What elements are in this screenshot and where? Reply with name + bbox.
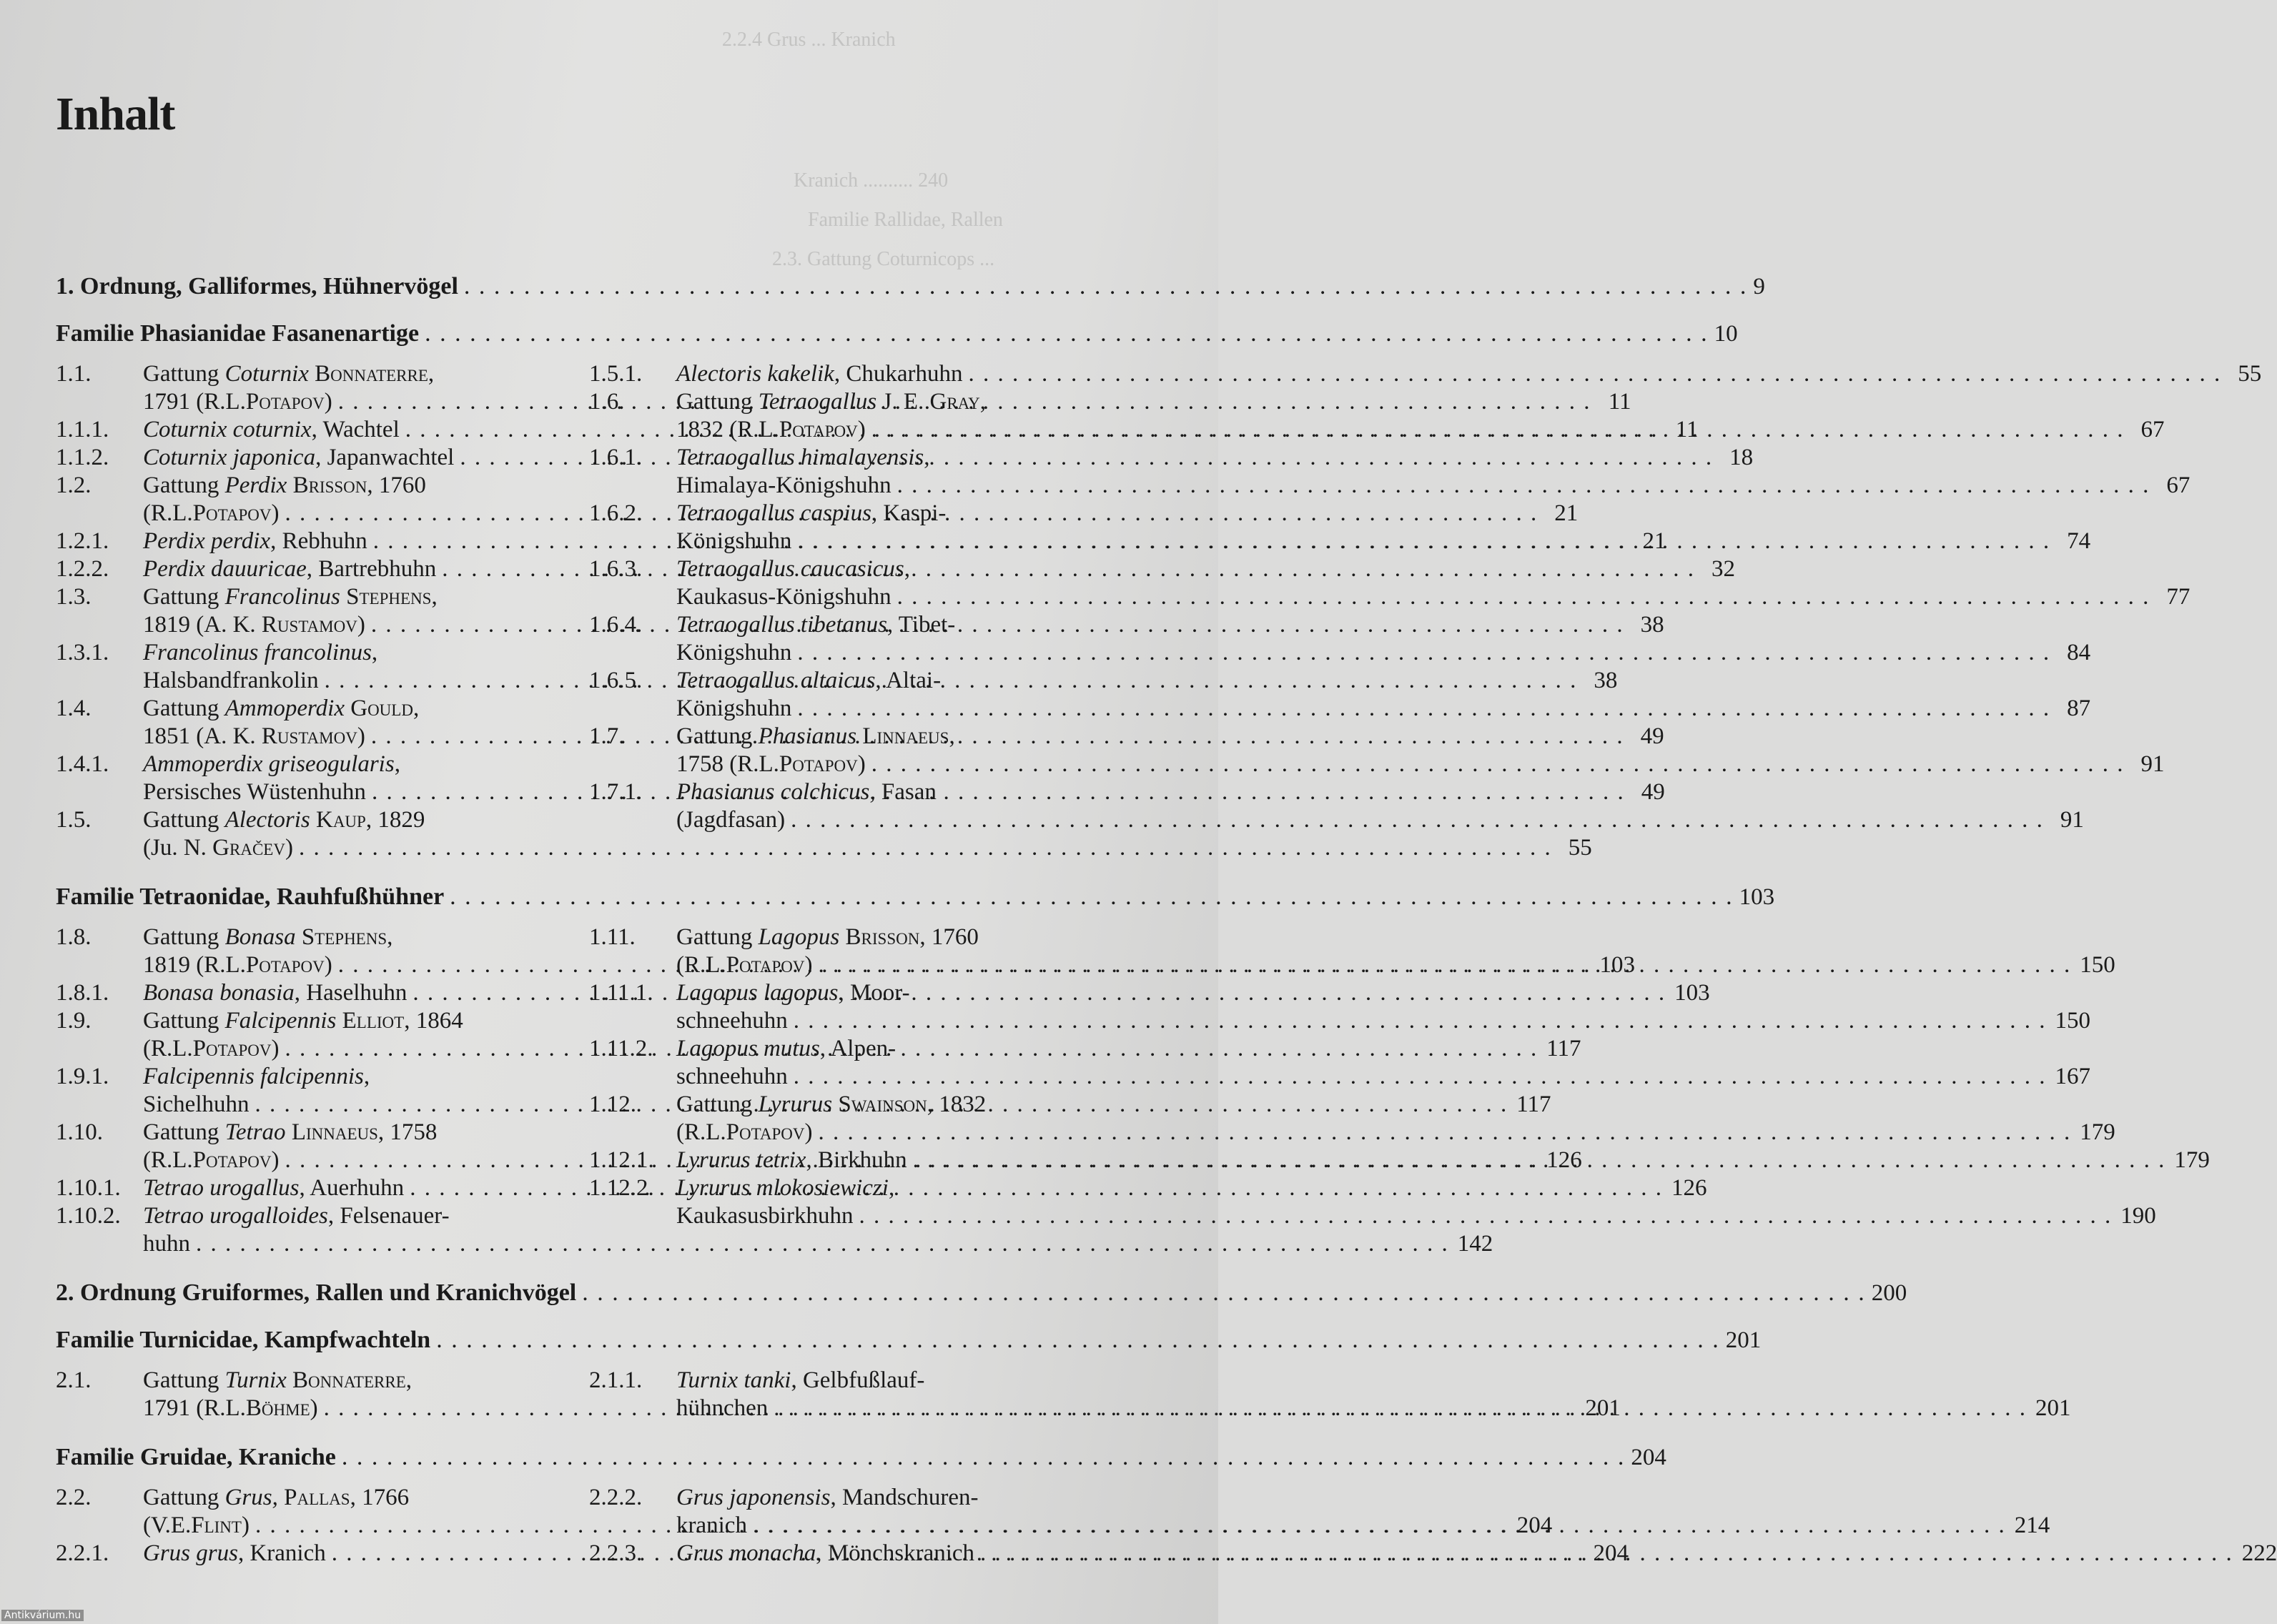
entry-text: Gattung Bonasa Stephens,: [143, 924, 393, 950]
leader-dots: [794, 1063, 2047, 1091]
entry-number: 1.12.2.: [589, 1175, 654, 1201]
entry-number: 1.3.1.: [56, 640, 109, 665]
entry-number: 1.1.1.: [56, 417, 109, 442]
page-number: 179: [2174, 1147, 2210, 1173]
section-heading: [56, 1277, 1907, 1309]
entry-number: 1.11.2.: [589, 1036, 653, 1061]
leader-dots: [753, 1512, 2006, 1540]
leader-dots: [818, 951, 2071, 979]
entry-text: Lagopus lagopus, Moor-: [676, 980, 910, 1006]
table-of-contents: [56, 270, 2277, 1586]
entry-number: 1.6.2.: [589, 500, 643, 526]
entry-text: Turnix tanki, Gelbfußlauf-: [676, 1367, 925, 1393]
entry-text: Alectoris kakelik, Chukarhuhn: [676, 361, 963, 387]
entry-text: Francolinus francolinus,: [143, 640, 378, 665]
entry-text: Grus japonensis, Mandschuren-: [676, 1485, 979, 1510]
entry-number: 2.1.1.: [589, 1367, 643, 1393]
entry-number: 1.3.: [56, 584, 92, 610]
leader-dots: [818, 1119, 2071, 1147]
entry-text: huhn: [143, 1231, 190, 1257]
leader-dots: [450, 881, 1734, 914]
entry-text: Tetrao urogallus, Auerhuhn: [143, 1175, 405, 1201]
entry-text: Gattung Perdix Brisson, 1760: [143, 472, 426, 498]
entry-number: 1.2.1.: [56, 528, 109, 554]
entry-number: 1.4.: [56, 695, 92, 721]
page-number: 74: [2067, 528, 2091, 554]
page-number: 55: [2238, 361, 2262, 387]
leader-dots: [871, 416, 2125, 444]
entry-text: Tetrao urogalloides, Felsenauer-: [143, 1203, 450, 1229]
page-number: 150: [2080, 952, 2115, 978]
bleed-through-text: 2.2.4 Grus ... Kranich: [722, 29, 896, 51]
entry-text: Halsbandfrankolin: [143, 668, 319, 693]
toc-entry: [589, 1367, 2071, 1422]
entry-text: Himalaya-Königshuhn: [676, 472, 891, 498]
page-number: 67: [2166, 472, 2190, 498]
page-number: 21: [1554, 500, 1579, 526]
entry-text: Gattung Grus, Pallas, 1766: [143, 1485, 410, 1510]
page-number: 201: [2035, 1395, 2071, 1421]
entry-text: Gattung Phasianus Linnaeus,: [676, 723, 955, 749]
page-number: 49: [1641, 779, 1665, 805]
entry-number: 1.8.1.: [56, 980, 109, 1006]
entry-text: 1791 (R.L.Potapov): [143, 389, 332, 415]
entry-number: 1.5.1.: [589, 361, 643, 387]
bleed-through-text: Familie Rallidae, Rallen: [808, 209, 1003, 231]
page-number: 142: [1457, 1231, 1493, 1257]
page-number: 222: [2241, 1540, 2277, 1566]
entry-number: 1.2.2.: [56, 556, 109, 582]
entry-text: Gattung Alectoris Kaup, 1829: [143, 807, 425, 833]
page-number: 204: [1593, 1540, 1629, 1566]
entry-text: Tetraogallus tibetanus, Tibet-: [676, 612, 956, 638]
page-number: 179: [2080, 1119, 2115, 1145]
page-number: 214: [2014, 1512, 2050, 1538]
heading-text: Familie Gruidae, Kraniche: [56, 1444, 336, 1470]
entry-text: Gattung Falcipennis Elliot, 1864: [143, 1008, 463, 1034]
page-number: 87: [2067, 695, 2091, 721]
page-number: 190: [2120, 1203, 2156, 1229]
leader-dots: [794, 1007, 2047, 1035]
entry-text: Coturnix japonica, Japanwachtel: [143, 445, 455, 470]
entry-text: (R.L.Potapov): [143, 1036, 280, 1061]
heading-text: Familie Phasianidae Fasanenartige: [56, 320, 420, 347]
page-number: 117: [1546, 1036, 1581, 1061]
entry-number: 2.2.2.: [589, 1485, 643, 1510]
right-column: [589, 1367, 2071, 1422]
leader-dots: [797, 639, 2050, 667]
page-number: 77: [2166, 584, 2190, 610]
entry-number: 1.11.: [589, 924, 636, 950]
entry-text: 1758 (R.L.Potapov): [676, 751, 866, 777]
entry-text: (R.L.Potapov): [143, 1147, 280, 1173]
entry-text: Gattung Tetrao Linnaeus, 1758: [143, 1119, 438, 1145]
heading-text: 1. Ordnung, Galliformes, Hühnervögel: [56, 273, 458, 299]
bleed-through-text: 2.3. Gattung Coturnicops ...: [772, 248, 995, 270]
bleed-through-text: Kranich .......... 240: [794, 169, 949, 192]
watermark: Antikvárium.hu: [1, 1610, 84, 1621]
page-number: 117: [1516, 1091, 1551, 1117]
leader-dots: [797, 695, 2050, 723]
entry-number: 1.9.1.: [56, 1064, 109, 1089]
entry-text: (Jagdfasan): [676, 807, 786, 833]
entry-text: Ammoperdix griseogularis,: [143, 751, 400, 777]
page-number: 10: [1714, 321, 1738, 347]
entry-text: Tetraogallus caucasicus,: [676, 556, 910, 582]
page-title: Inhalt: [56, 88, 175, 140]
entry-text: Perdix perdix, Rebhuhn: [143, 528, 367, 554]
entry-number: 1.11.1.: [589, 980, 653, 1006]
entry-number: 2.2.1.: [56, 1540, 109, 1566]
entry-number: 1.2.: [56, 472, 92, 498]
entry-number: 1.6.4.: [589, 612, 643, 638]
page-number: 204: [1631, 1445, 1666, 1470]
page-number: 103: [1674, 980, 1710, 1006]
entry-number: 1.6.5.: [589, 668, 643, 693]
page-number: 55: [1568, 835, 1592, 861]
entry-number: 1.7.: [589, 723, 625, 749]
entry-number: 1.6.3.: [589, 556, 643, 582]
entry-text: kranich: [676, 1512, 747, 1538]
page-number: 67: [2140, 417, 2165, 442]
entry-number: 2.2.3.: [589, 1540, 643, 1566]
entry-text: 1819 (A. K. Rustamov): [143, 612, 365, 638]
leader-dots: [797, 528, 2050, 555]
entry-text: Gattung Coturnix Bonnaterre,: [143, 361, 435, 387]
entry-number: 2.2.: [56, 1485, 92, 1510]
entry-text: (R.L.Potapov): [676, 952, 813, 978]
entry-text: Persisches Wüstenhuhn: [143, 779, 366, 805]
entry-number: 1.10.1.: [56, 1175, 121, 1201]
leader-dots: [464, 270, 1748, 303]
entry-text: Grus grus, Kranich: [143, 1540, 326, 1566]
entry-text: Tetraogallus caspius, Kaspi-: [676, 500, 947, 526]
entry-text: Königshuhn: [676, 695, 792, 721]
entry-text: Lagopus mutus, Alpen-: [676, 1036, 897, 1061]
page-number: 150: [2055, 1008, 2091, 1034]
heading-text: Familie Tetraonidae, Rauhfußhühner: [56, 883, 445, 910]
entry-text: Gattung Ammoperdix Gould,: [143, 695, 420, 721]
page-number: 84: [2067, 640, 2091, 665]
leader-dots: [897, 583, 2150, 611]
page-number: 204: [1516, 1512, 1553, 1538]
page-number: 38: [1594, 668, 1618, 693]
entry-text: schneehuhn: [676, 1008, 788, 1034]
entry-text: Königshuhn: [676, 528, 792, 554]
entry-number: 1.5.: [56, 807, 92, 833]
leader-dots: [582, 1277, 1866, 1309]
page-number: 103: [1739, 884, 1775, 910]
leader-dots: [968, 360, 2221, 388]
section-heading: [56, 881, 1775, 914]
section-heading: [56, 1441, 1666, 1474]
entry-text: Bonasa bonasia, Haselhuhn: [143, 980, 408, 1006]
page-number: 21: [1642, 528, 1666, 554]
page-number: 11: [1675, 417, 1699, 442]
page-number: 201: [1725, 1327, 1762, 1353]
entry-number: 1.9.: [56, 1008, 92, 1034]
entry-text: Königshuhn: [676, 640, 792, 665]
leader-dots: [859, 1202, 2112, 1230]
page-number: 49: [1640, 723, 1664, 749]
entry-text: Tetraogallus altaicus, Altai-: [676, 668, 942, 693]
page-number: 201: [1585, 1395, 1621, 1421]
entry-text: Sichelhuhn: [143, 1091, 250, 1117]
page-number: 91: [2140, 751, 2165, 777]
page-number: 167: [2055, 1064, 2091, 1089]
leader-dots: [436, 1324, 1720, 1357]
page-number: 11: [1608, 389, 1631, 415]
entry-text: Lyrurus mlokosiewiczi,: [676, 1175, 895, 1201]
leader-dots: [871, 751, 2125, 778]
entry-text: Kaukasus-Königshuhn: [676, 584, 891, 610]
entry-number: 1.12.1.: [589, 1147, 654, 1173]
entry-number: 1.7.1.: [589, 779, 643, 805]
leader-dots: [791, 806, 2044, 834]
entry-number: 1.8.: [56, 924, 92, 950]
entry-text: Gattung Lagopus Brisson, 1760: [676, 924, 979, 950]
page-number: 32: [1712, 556, 1735, 582]
page-number: 200: [1871, 1280, 1907, 1306]
entry-text: Falcipennis falcipennis,: [143, 1064, 370, 1089]
heading-text: 2. Ordnung Gruiformes, Rallen und Kranichvögel: [56, 1279, 577, 1306]
entry-text: Phasianus colchicus, Fasan: [676, 779, 937, 805]
entry-number: 1.12.: [589, 1091, 636, 1117]
entry-number: 1.6.: [589, 389, 625, 415]
entry-text: 1791 (R.L.Böhme): [143, 1395, 318, 1421]
entry-text: Gattung Turnix Bonnaterre,: [143, 1367, 413, 1393]
entry-text: Gattung Tetraogallus J. E. Gray,: [676, 389, 987, 415]
entry-text: (Ju. N. Gračev): [143, 835, 293, 861]
section-heading: [56, 317, 1738, 350]
entry-text: Gattung Lyrurus Swainson, 1832: [676, 1091, 987, 1117]
page-number: 103: [1599, 952, 1635, 978]
entry-text: Kaukasusbirkhuhn: [676, 1203, 854, 1229]
entry-text: 1851 (A. K. Rustamov): [143, 723, 365, 749]
page-number: 126: [1671, 1175, 1707, 1201]
entry-text: hühnchen: [676, 1395, 769, 1421]
entry-text: (R.L.Potapov): [143, 500, 280, 526]
page-number: 9: [1753, 274, 1765, 299]
leader-dots: [980, 1540, 2233, 1568]
leader-dots: [342, 1441, 1626, 1474]
entry-text: Perdix dauuricae, Bartrebhuhn: [143, 556, 437, 582]
leader-dots: [913, 1147, 2166, 1174]
page-number: 38: [1640, 612, 1664, 638]
entry-number: 1.6.1.: [589, 445, 643, 470]
entry-text: schneehuhn: [676, 1064, 788, 1089]
entry-text: Lyrurus tetrix, Birkhuhn: [676, 1147, 907, 1173]
page-number: 18: [1729, 445, 1754, 470]
leader-dots: [774, 1395, 2027, 1422]
entry-text: Grus monacha, Mönchskranich: [676, 1540, 975, 1566]
entry-number: 1.10.: [56, 1119, 103, 1145]
entry-number: 1.4.1.: [56, 751, 109, 777]
entry-number: 1.1.2.: [56, 445, 109, 470]
leader-dots: [897, 472, 2150, 500]
section-heading: [56, 1324, 1762, 1357]
entry-number: 1.10.2.: [56, 1203, 121, 1229]
leader-dots: [425, 317, 1709, 350]
page-number: 126: [1546, 1147, 1582, 1173]
entry-number: 1.1.: [56, 361, 92, 387]
entry-text: Gattung Francolinus Stephens,: [143, 584, 438, 610]
entry-number: 2.1.: [56, 1367, 92, 1393]
entry-text: 1832 (R.L.Potapov): [676, 417, 866, 442]
heading-text: Familie Turnicidae, Kampfwachteln: [56, 1327, 431, 1353]
toc-entry: [589, 360, 2262, 388]
section-heading: [56, 270, 1765, 303]
page-number: 91: [2060, 807, 2084, 833]
entry-text: Coturnix coturnix, Wachtel: [143, 417, 400, 442]
entry-text: (R.L.Potapov): [676, 1119, 813, 1145]
entry-text: (V.E.Flint): [143, 1512, 250, 1538]
entry-text: 1819 (R.L.Potapov): [143, 952, 332, 978]
entry-text: Tetraogallus himalayensis,: [676, 445, 930, 470]
